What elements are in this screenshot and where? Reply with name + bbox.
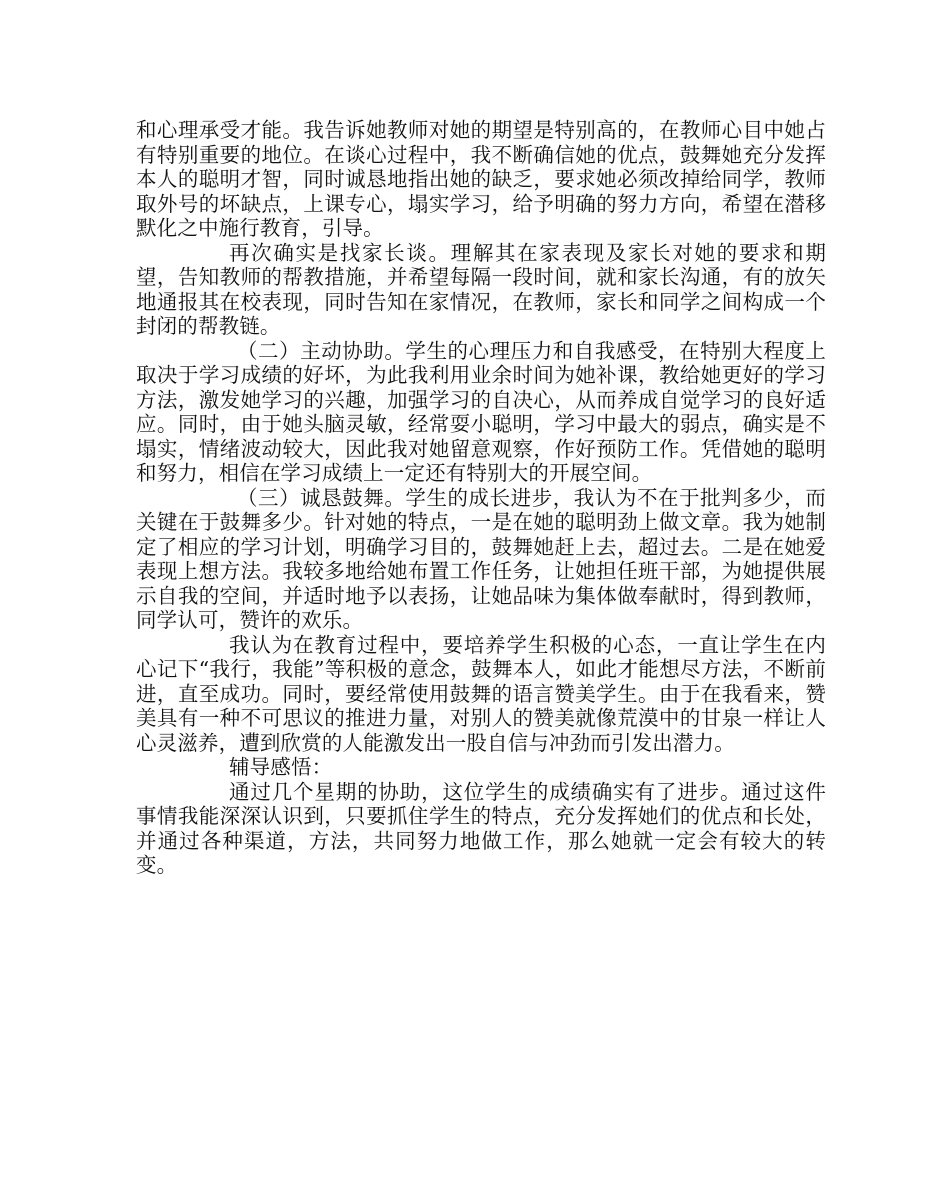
document-body xyxy=(136,118,826,878)
paragraph-active-help: （二）主动协助。学生的心理压力和自我感受，在特别大程度上取决于学习成绩的好坏，为此我利用业余时间为她补课，教给她更好的学习方法，激发她学习的兴趣，加强学习的自决心，从而养成自觉学习的良好适应。同时，由于她头脑灵敏，经常耍小聪明，学习中最大的弱点，确实是不塌实，情绪波动较大，因此我对她留意观察，作好预防工作。凭借她的聪明和努力，相信在学习成绩上一定还有特别大的开展空间。 xyxy=(136,338,826,485)
paragraph-parent-talk: 再次确实是找家长谈。理解其在家表现及家长对她的要求和期望，告知教师的帮教措施，并希望每隔一段时间，就和家长沟通，有的放矢地通报其在校表现，同时告知在家情况，在教师，家长和同学之间构成一个封闭的帮教链。 xyxy=(136,240,826,338)
paragraph-positive-mindset: 我认为在教育过程中，要培养学生积极的心态，一直让学生在内心记下“我行，我能”等积极的意念，鼓舞本人，如此才能想尽方法，不断前进，直至成功。同时，要经常使用鼓舞的语言赞美学生。由于在我看来，赞美具有一种不可思议的推进力量，对别人的赞美就像荒漠中的甘泉一样让人心灵滋养，遭到欣赏的人能激发出一股自信与冲劲而引发出潜力。 xyxy=(136,632,826,755)
paragraph-reflection-heading: 辅导感悟： xyxy=(229,755,333,779)
paragraph-counseling-talk: 和心理承受才能。我告诉她教师对她的期望是特别高的，在教师心目中她占有特别重要的地位。在谈心过程中，我不断确信她的优点，鼓舞她充分发挥本人的聪明才智，同时诚恳地指出她的缺乏，要求她必须改掉给同学，教师取外号的坏缺点，上课专心，塌实学习，给予明确的努力方向，希望在潜移默化之中施行教育，引导。 xyxy=(136,118,826,240)
paragraph-reflection: 通过几个星期的协助，这位学生的成绩确实有了进步。通过这件事情我能深深认识到，只要抓住学生的特点，充分发挥她们的优点和长处，并通过各种渠道，方法，共同努力地做工作，那么她就一定会有较大的转变。 xyxy=(136,779,826,877)
paragraph-sincere-encouragement: （三）诚恳鼓舞。学生的成长进步，我认为不在于批判多少，而关键在于鼓舞多少。针对她的特点，一是在她的聪明劲上做文章。我为她制定了相应的学习计划，明确学习目的，鼓舞她赶上去，超过去。二是在她爱表现上想方法。我较多地给她布置工作任务，让她担任班干部，为她提供展示自我的空间，并适时地予以表扬，让她品味为集体做奉献时，得到教师，同学认可，赞许的欢乐。 xyxy=(136,485,826,632)
